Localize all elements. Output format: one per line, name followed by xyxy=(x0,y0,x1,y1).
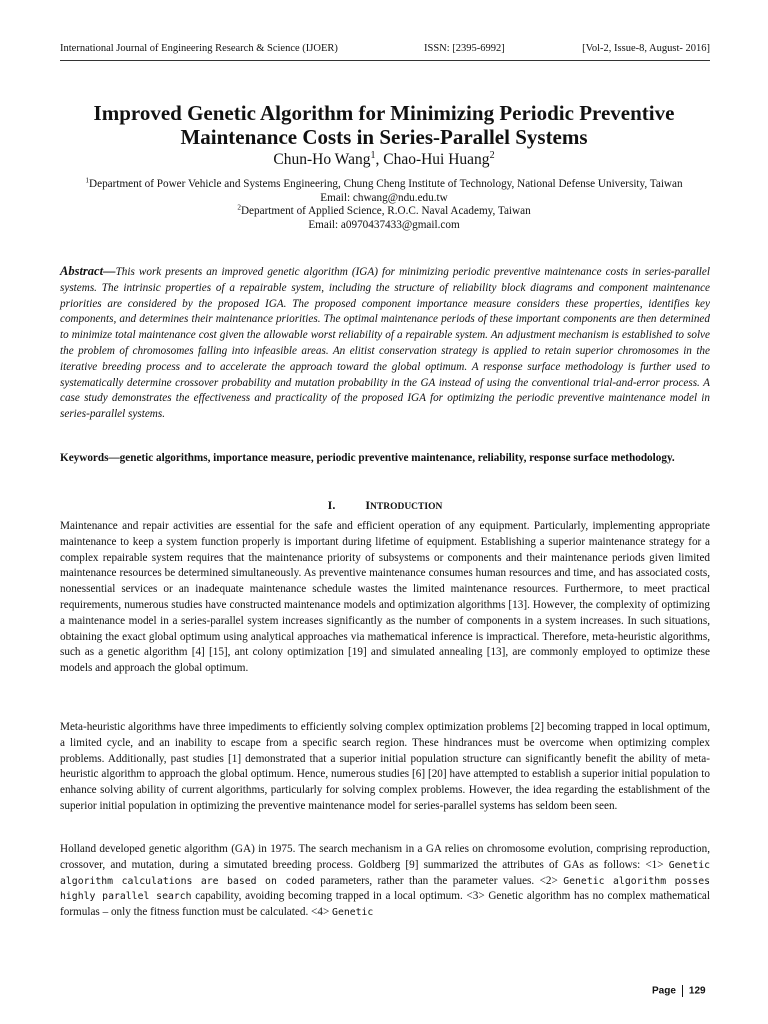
abstract-text: This work presents an improved genetic algorithm (IGA) for minimizing periodic preventive maintenance costs in series-parallel systems. The intrinsic properties of a repairable system, including the structure of reliability block diagrams and component maintenance priorities are considered by the proposed IGA. The proposed component importance measure considers these properties, identifies key components, and determines their maintenance priorities. The optimal maintenance periods of these important components are then determined to minimize total maintenance cost given the allowable worst reliability of a repairable system. An adjustment mechanism is established to solve the problem of chromosomes falling into infeasible areas. An elitist conservation strategy is applied to retain superior chromosomes in the iterative breeding process and to accelerate the approach toward the global optimum. A response surface methodology is further used to systematically determine crossover probability and mutation probability in the GA instead of using the conventional trial-and-error process. A case study demonstrates the effectiveness and practicality of the proposed IGA for optimizing the periodic preventive maintenance model in series-parallel systems. xyxy=(60,266,710,421)
affiliation-2 xyxy=(80,205,688,219)
author-list xyxy=(40,150,728,169)
footer-separator xyxy=(682,985,683,997)
volume-issue: [Vol-2, Issue-8, August- 2016] xyxy=(582,43,710,54)
email-2: Email: a0970437433@gmail.com xyxy=(308,218,460,231)
keywords: Keywords—genetic algorithms, importance measure, periodic preventive maintenance, reliability, response surface methodology. xyxy=(60,452,675,464)
paper-title xyxy=(40,101,728,149)
intro-paragraph-3 xyxy=(60,842,710,921)
intro-paragraph-1: Maintenance and repair activities are essential for the safe and efficient operation of any equipment. Particularly, implementing appropriate maintenance to keep a system function properly is important during lifetime of equipment. Establishing a superior maintenance strategy for a complex repairable system requires that the maintenance priority of subsystems or components and their maintenance periods given limited maintenance resources be determined simultaneously. As preventive maintenance consumes human resources and time, and has associated costs, nonessential services or an inadequate maintenance schedule wastes the limited maintenance resources. Furthermore, to meet practical requirements, numerous studies have constructed maintenance models and optimization algorithms [13]. However, the complexity of optimizing a maintenance model in a series-parallel system increases significantly as the number of components in a system increases. In such situations, obtaining the exact global optimum using analytical approaches via mathematical inference is impractical. Therefore, meta-heuristic algorithms, such as a genetic algorithm [4] [15], ant colony optimization [19] and simulated annealing [13], are commonly employed to optimize these models and approach the global optimum. xyxy=(60,520,710,675)
p3-text-c: parameters, rather than the parameter values. <2> xyxy=(314,874,564,887)
affiliation-1-text: Department of Power Vehicle and Systems Engineering, Chung Cheng Institute of Technology, National Defense University, Taiwan xyxy=(89,178,683,190)
journal-name: International Journal of Engineering Research & Science (IJOER) xyxy=(60,43,338,54)
p3-text-b: Genetic algorithm calculations are based on coded xyxy=(60,859,710,887)
author-separator: , xyxy=(375,151,384,168)
section-title-initial: I xyxy=(365,498,371,512)
issn: ISSN: [2395-6992] xyxy=(424,43,505,54)
section-number: I. xyxy=(327,498,336,512)
page-footer xyxy=(652,985,706,997)
page-number: 129 xyxy=(688,985,706,997)
header-rule xyxy=(60,60,710,61)
author-2: Chao-Hui Huang xyxy=(383,151,490,168)
intro-paragraph-2: Meta-heuristic algorithms have three impediments to efficiently solving complex optimization problems [2] becoming trapped in local optimum, a limited cycle, and an inability to escape from a specific search region. These hindrances must be overcome when optimizing complex problems. Additionally, past studies [1] demonstrated that a superior initial population structure can significantly benefit the ability of meta-heuristic algorithm to approach the global optimum. Hence, numerous studies [6] [20] have attempted to establish a superior initial population to enhance solving ability of current algorithms, particularly for solving complex problems. However, the idea regarding the establishment of the superior initial population in optimizing the preventive maintenance model for series-parallel systems has seldom been seen. xyxy=(60,721,710,812)
p3-text-f: Genetic xyxy=(332,907,374,919)
p3-text-e: capability, avoiding becoming trapped in a local optimum. <3> Genetic algorithm has no complex mathematical formulas – only the fitness function must be calculated. <4> xyxy=(60,890,710,919)
running-header xyxy=(60,43,710,59)
abstract-label: Abstract— xyxy=(60,264,116,278)
title-line-1: Improved Genetic Algorithm for Minimizing Periodic Preventive xyxy=(93,101,675,125)
p3-text-a: Holland developed genetic algorithm (GA) in 1975. The search mechanism in a GA relies on chromosome evolution, comprising reproduction, crossover, and mutation, during a simutated breeding process. Goldberg [9] summarized the attributes of GAs as follows: <1> xyxy=(60,843,710,871)
section-title-rest: NTRODUCTION xyxy=(370,502,443,512)
affiliation-1 xyxy=(80,178,688,192)
affiliation-1-mark: 1 xyxy=(85,176,90,185)
page-label: Page xyxy=(652,985,676,997)
section-heading-introduction xyxy=(60,498,710,513)
author-2-affil-mark: 2 xyxy=(489,149,495,161)
affiliation-2-mark: 2 xyxy=(237,203,241,212)
affiliations xyxy=(80,178,688,232)
author-1: Chun-Ho Wang xyxy=(273,151,371,168)
abstract xyxy=(60,264,710,423)
p3-text-d: Genetic algorithm posses highly parallel search xyxy=(60,875,710,903)
email-1: Email: chwang@ndu.edu.tw xyxy=(320,191,448,204)
title-line-2: Maintenance Costs in Series-Parallel Systems xyxy=(180,125,588,149)
affiliation-2-text: Department of Applied Science, R.O.C. Naval Academy, Taiwan xyxy=(240,205,531,217)
author-1-affil-mark: 1 xyxy=(370,149,376,161)
